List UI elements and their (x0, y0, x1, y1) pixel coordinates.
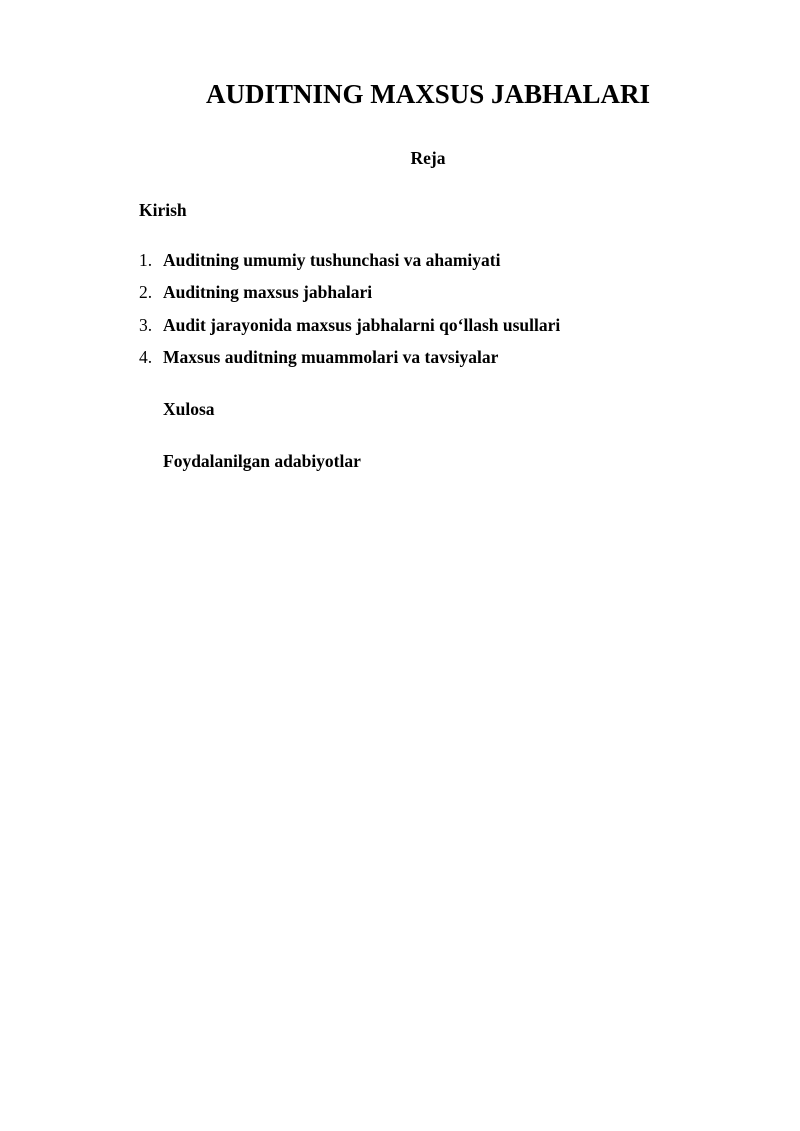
toc-item-title: Auditning umumiy tushunchasi va ahamiyati (163, 250, 501, 270)
conclusion-item: Xulosa (163, 399, 215, 419)
toc-item-title: Maxsus auditning muammolari va tavsiyalar (163, 346, 499, 367)
toc-item-number: 1. (139, 250, 153, 270)
toc-item-number: 3. (139, 314, 153, 335)
toc-item-title: Auditning maxsus jabhalari (163, 282, 373, 303)
toc-item-title: Audit jarayonida maxsus jabhalarni qo‘llash usullari (163, 314, 561, 335)
plan-heading: Reja (410, 148, 446, 168)
references-item: Foydalanilgan adabiyotlar (163, 451, 361, 471)
introduction-item: Kirish (139, 200, 187, 220)
toc-item-number: 4. (139, 346, 153, 367)
document-title: AUDITNING MAXSUS JABHALARI (205, 79, 651, 109)
toc-item-number: 2. (139, 282, 153, 303)
